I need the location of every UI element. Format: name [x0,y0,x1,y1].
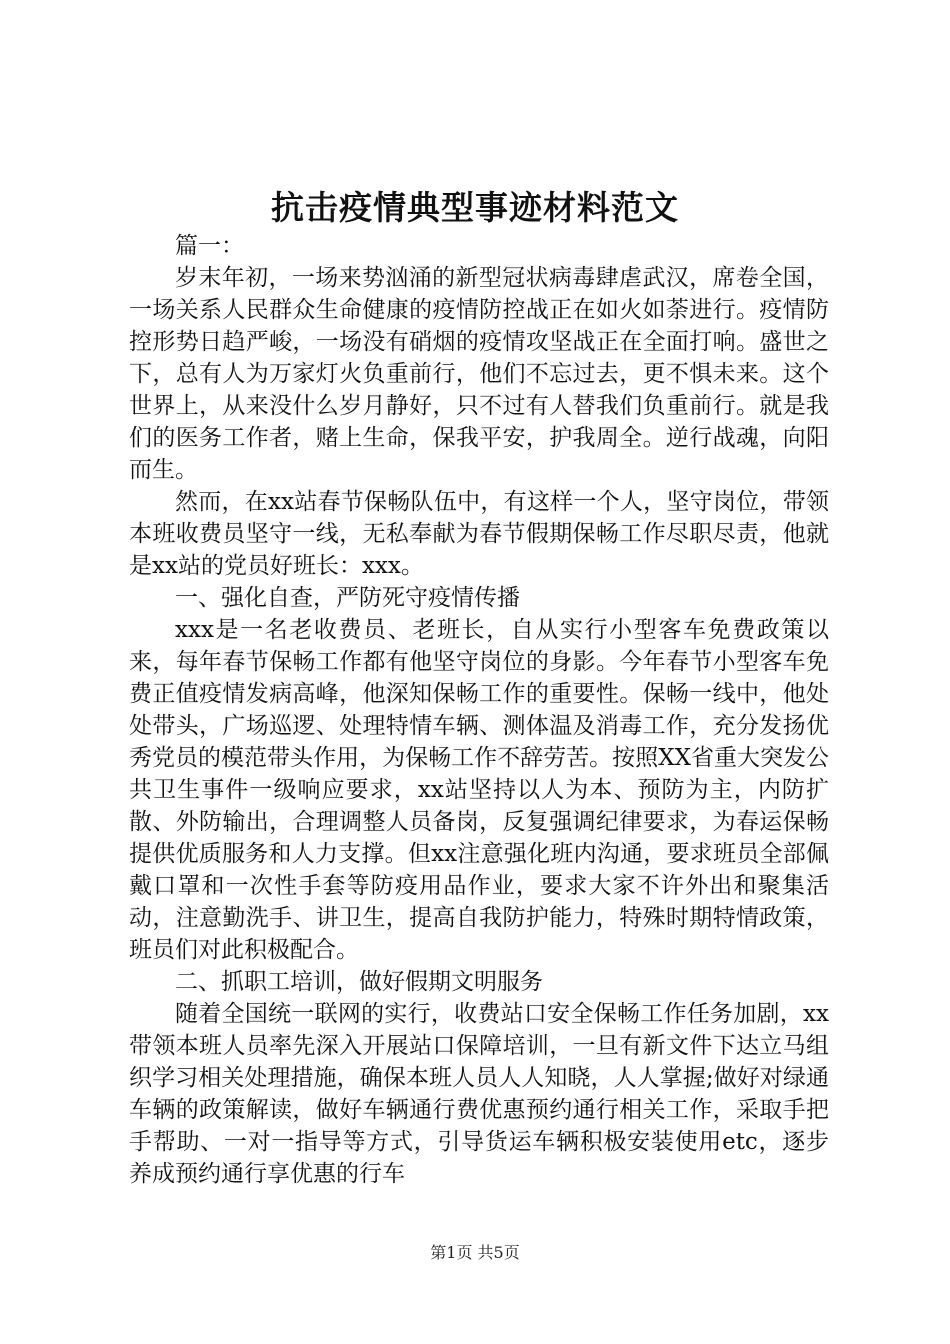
section-label: 篇一： [175,233,244,259]
section-heading: 一、强化自查，严防死守疫情传播 [175,585,520,611]
document-body [129,230,829,1190]
paragraph: xxx是一名老收费员、老班长，自从实行小型客车免费政策以来，每年春节保畅工作都有他坚守岗位的身影。今年春节小型客车免费正值疫情发病高峰，他深知保畅工作的重要性。保畅一线中，他处处带头，广场巡逻、处理特情车辆、测体温及消毒工作，充分发扬优秀党员的模范带头作用，为保畅工作不辞劳苦。按照XX省重大突发公共卫生事件一级响应要求，xx站坚持以人为本、预防为主，内防扩散、外防输出，合理调整人员备岗，反复强调纪律要求，为春运保畅提供优质服务和人力支撑。但xx注意强化班内沟通，要求班员全部佩戴口罩和一次性手套等防疫用品作业，要求大家不许外出和聚集活动，注意勤洗手、讲卫生，提高自我防护能力，特殊时期特情政策，班员们对此积极配合。 [129,617,829,963]
section-heading: 二、抓职工培训，做好假期文明服务 [175,969,543,995]
paragraph: 然而，在xx站春节保畅队伍中，有这样一个人，坚守岗位，带领本班收费员坚守一线，无私奉献为春节假期保畅工作尽职尽责，他就是xx站的党员好班长：xxx。 [129,489,829,579]
document-title: 抗击疫情典型事迹材料范文 [271,188,679,227]
paragraph: 岁末年初，一场来势汹涌的新型冠状病毒肆虐武汉，席卷全国，一场关系人民群众生命健康的疫情防控战正在如火如荼进行。疫情防控形势日趋严峻，一场没有硝烟的疫情攻坚战正在全面打响。盛世之下，总有人为万家灯火负重前行，他们不忘过去，更不惧未来。这个世界上，从来没什么岁月静好，只不过有人替我们负重前行。就是我们的医务工作者，赌上生命，保我平安，护我周全。逆行战魂，向阳而生。 [129,265,829,483]
paragraph: 随着全国统一联网的实行，收费站口安全保畅工作任务加剧，xx带领本班人员率先深入开展站口保障培训，一旦有新文件下达立马组织学习相关处理措施，确保本班人员人人知晓，人人掌握;做好对绿通车辆的政策解读，做好车辆通行费优惠预约通行相关工作，采取手把手帮助、一对一指导等方式，引导货运车辆积极安装使用etc，逐步养成预约通行享优惠的行车 [129,1001,829,1187]
page-footer: 第1页 共5页 [430,1243,520,1262]
